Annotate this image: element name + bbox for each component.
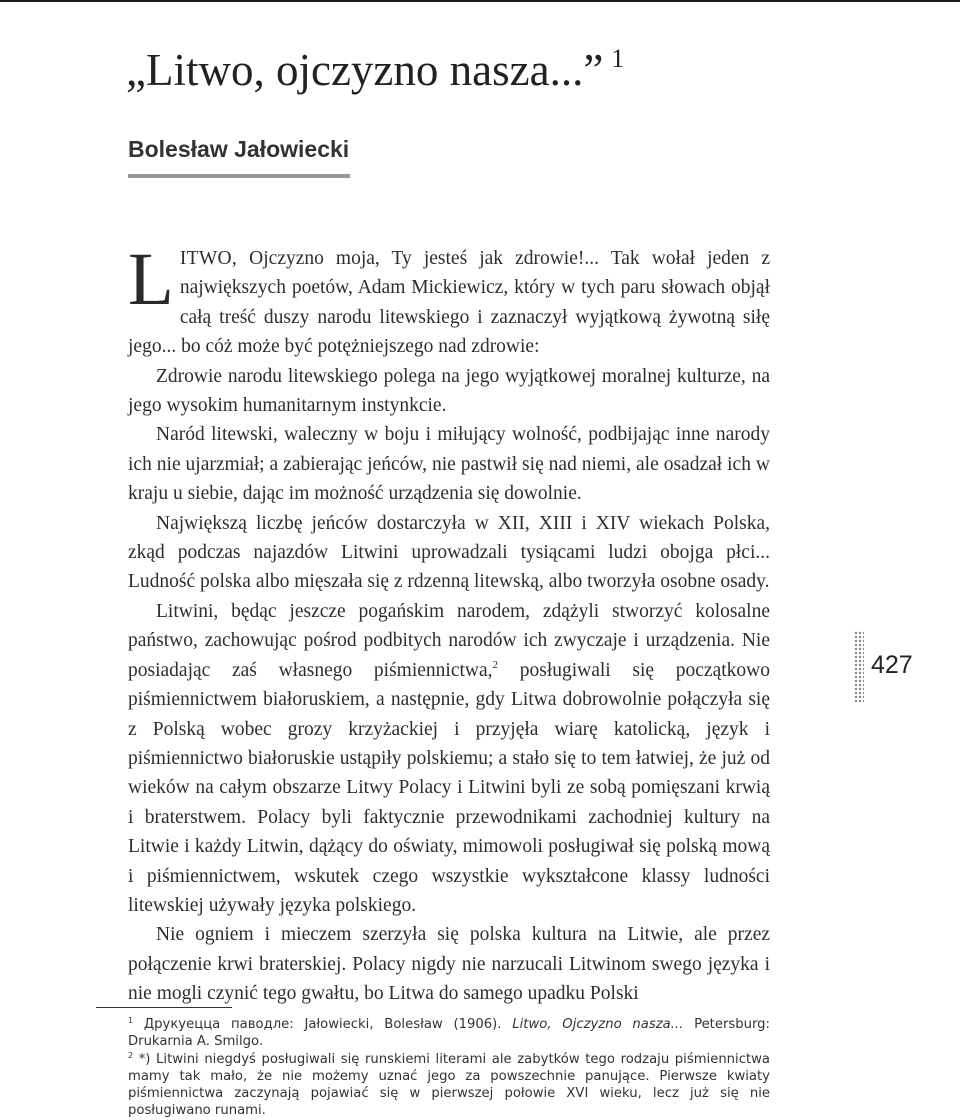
page-number: 427 <box>871 651 913 679</box>
paragraph-3: Naród litewski, waleczny w boju i miłujący wolność, podbijając inne narody ich nie ujarzmiał; a zabierając jeńców, nie pastwił się nad niemi, ale osadzał ich w kraju u siebie, dając im możność urządzenia się dowolnie. <box>128 424 770 505</box>
author-underline <box>128 174 350 178</box>
author-name: Bolesław Jałowiecki <box>128 136 350 162</box>
paragraph-4: Największą liczbę jeńców dostarczyła w XII, XIII i XIV wiekach Polska, zkąd podczas najazdów Litwini uprowadzali tysiącami ludzi obojga płci... Ludność polska albo mięszała się z rdzenną litewską, albo tworzyła osobne osady. <box>128 512 770 593</box>
drop-cap: L <box>128 238 174 321</box>
top-rule <box>0 0 960 2</box>
footnote-ref-2[interactable]: 2 <box>492 658 499 671</box>
paragraph-1-text: Ojczyzno moja, Ty jesteś jak zdrowie!... Tak wołał jeden z największych poetów, Adam Mickiewicz, który w tych paru słowach objął całą treść duszy narodu litewskiego i zaznaczył wyjątkową żywotną siłę jego... bo cóż może być potężniejszego nad zdrowie: <box>128 248 770 358</box>
paragraph-1 <box>128 238 770 362</box>
paragraph-2: Zdrowie narodu litewskiego polega na jego wyjątkowej moralnej kulturze, na jego wysokim humanitarnym instynkcie. <box>128 365 770 417</box>
chapter-title-text: „Litwo, ojczyzno nasza...” <box>126 45 604 95</box>
title-footnote-mark: 1 <box>611 44 625 73</box>
paragraph-5 <box>128 597 770 920</box>
opening-caps: ITWO, <box>179 248 238 269</box>
chapter-title <box>126 46 624 93</box>
footnote-separator <box>96 1007 232 1008</box>
footnote-1-text-b: Petersburg: Drukarnia A. Smilgo. <box>128 1017 770 1050</box>
footnote-2 <box>128 1051 770 1120</box>
dotted-margin-ornament <box>854 631 864 703</box>
paragraph-6: Nie ogniem i mieczem szerzyła się polska kultura na Litwie, ale przez połączenie krwi braterskiej. Polacy nigdy nie narzucali Litwinom swego języka i nie mogli czynić tego gwałtu, bo Litwa do samego upadku Polski <box>128 924 770 1005</box>
paragraph-5-text-b: posługiwali się początkowo piśmiennictwem białoruskiem, a następnie, gdy Litwa dobrowolnie połączyła się z Polską wobec grozy krzyżackiej i przyjęła wiarę katolicką, język i piśmiennictwo białoruskie ustąpiły polskiemu; a stało się to tem łatwiej, że już od wieków na całym obszarze Litwy Polacy i Litwini byli ze sobą pomięszani krwią i braterstwem. Polacy byli faktycznie przewodnikami zachodniej kultury na Litwie i każdy Litwin, dążący do oświaty, mimowoli posługiwał się polską mową i piśmiennictwem, wskutek czego wszystkie wykształcone klassy ludności litewskiej używały języka polskiego. <box>128 659 770 916</box>
footnote-2-text: *) Litwini niegdyś posługiwali się runskiemi literami ale zabytków tego rodzaju piśmiennictwa mamy tak mało, że nie możemy uznać jego za powszechnie panujące. Pierwsze kwiaty piśmiennictwa zaczynają pojawiać się w pierwszej połowie XVI wieku, lecz już się nie posługiwano runami. <box>128 1051 770 1119</box>
footnote-1 <box>128 1016 770 1051</box>
footnote-1-text-a: Друкуецца паводле: Jałowiecki, Bolesław (1906). <box>133 1017 513 1032</box>
page-number-area <box>854 631 944 703</box>
footnotes <box>128 1016 770 1120</box>
footnote-1-italic-title: Litwo, Ojczyzno nasza... <box>512 1017 684 1032</box>
body-text <box>128 238 770 1009</box>
footnote-2-mark: 2 <box>128 1050 134 1060</box>
paragraph-5-text-a: Litwini, będąc jeszcze pogańskim narodem, zdążyli stworzyć kolosalne państwo, zachowując pośrod podbitych narodów ich zwyczaje i urządzenia. Nie posiadając zaś własnego piśmiennictwa, <box>128 600 770 681</box>
footnote-1-mark: 1 <box>128 1016 134 1025</box>
